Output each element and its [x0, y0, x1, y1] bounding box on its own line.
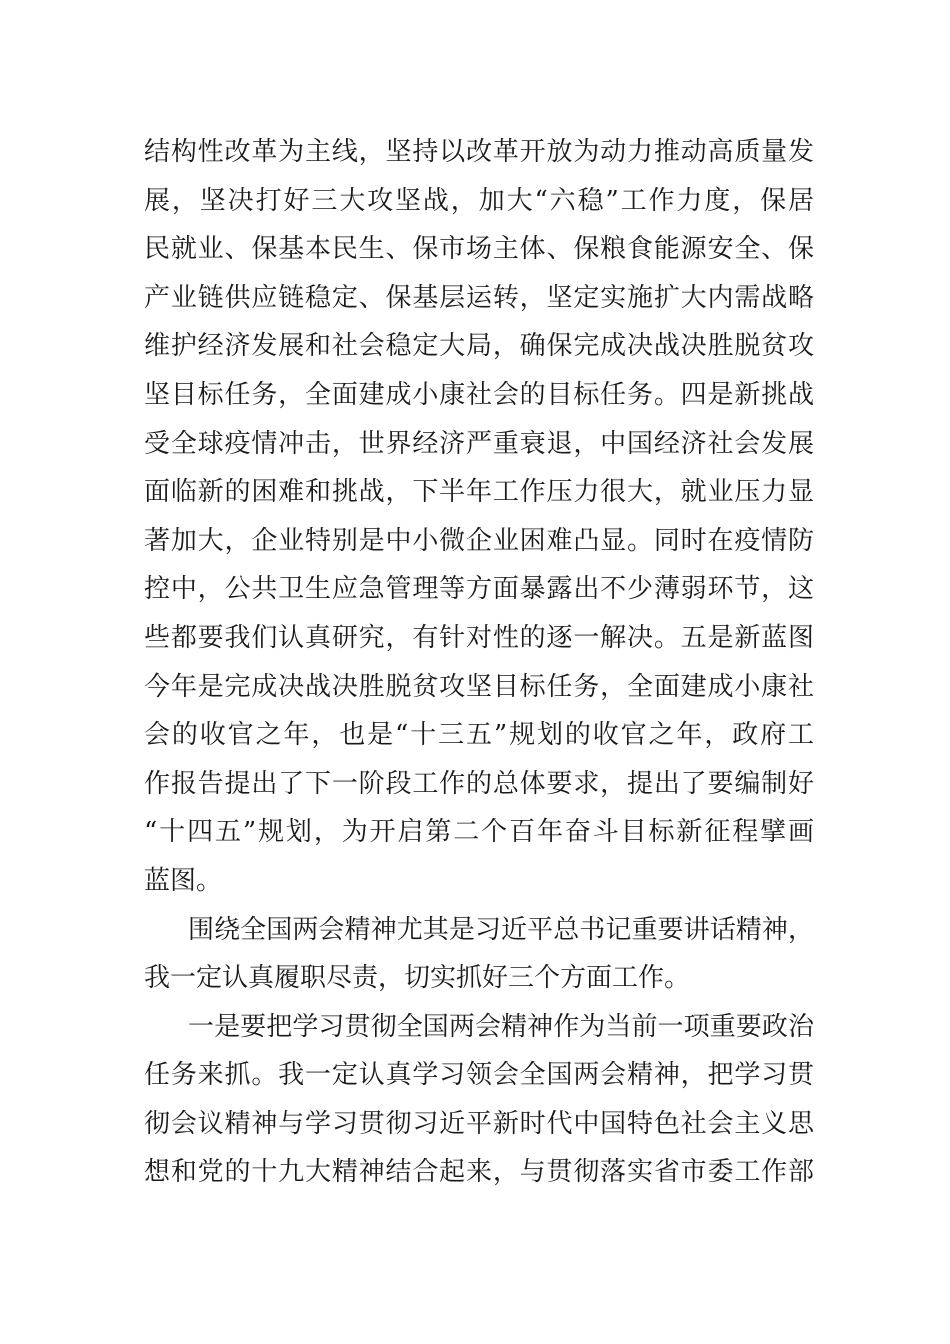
text-line: 展，坚决打好三大攻坚战，加大“六稳”工作力度，保居 [144, 185, 814, 216]
paragraph-first-line: 围绕全国两会精神尤其是习近平总书记重要讲话精神， [188, 914, 814, 945]
text-line: 我一定认真履职尽责，切实抓好三个方面工作。 [144, 963, 691, 994]
text-line: 任务来抓。我一定认真学习领会全国两会精神，把学习贯 [144, 1060, 814, 1091]
text-line: 著加大，企业特别是中小微企业困难凸显。同时在疫情防 [144, 525, 814, 556]
paragraph-first-line: 一是要把学习贯彻全国两会精神作为当前一项重要政治 [188, 1011, 814, 1042]
text-line: 蓝图。 [144, 865, 223, 896]
text-line: 坚目标任务，全面建成小康社会的目标任务。四是新挑战 [144, 379, 814, 410]
text-line: 民就业、保基本民生、保市场主体、保粮食能源安全、保 [144, 234, 814, 265]
text-line: 结构性改革为主线，坚持以改革开放为动力推动高质量发 [144, 137, 814, 167]
text-line: 面临新的困难和挑战，下半年工作压力很大，就业压力显 [144, 477, 814, 508]
text-line: 想和党的十九大精神结合起来，与贯彻落实省市委工作部 [144, 1157, 814, 1188]
text-line: 些都要我们认真研究，有针对性的逐一解决。五是新蓝图 [144, 622, 814, 653]
text-line: 控中，公共卫生应急管理等方面暴露出不少薄弱环节，这 [144, 574, 814, 605]
text-line: 维护经济发展和社会稳定大局，确保完成决战决胜脱贫攻 [144, 331, 814, 362]
body-text [144, 128, 814, 1197]
text-line: “十四五”规划，为开启第二个百年奋斗目标新征程擘画 [144, 817, 814, 848]
text-line: 会的收官之年，也是“十三五”规划的收官之年，政府工 [144, 720, 814, 751]
text-line: 今年是完成决战决胜脱贫攻坚目标任务，全面建成小康社 [144, 671, 814, 702]
text-line: 受全球疫情冲击，世界经济严重衰退，中国经济社会发展 [144, 428, 814, 459]
text-line: 作报告提出了下一阶段工作的总体要求，提出了要编制好 [144, 768, 814, 799]
text-line: 彻会议精神与学习贯彻习近平新时代中国特色社会主义思 [144, 1108, 814, 1139]
text-line: 产业链供应链稳定、保基层运转，坚定实施扩大内需战略 [144, 282, 814, 313]
